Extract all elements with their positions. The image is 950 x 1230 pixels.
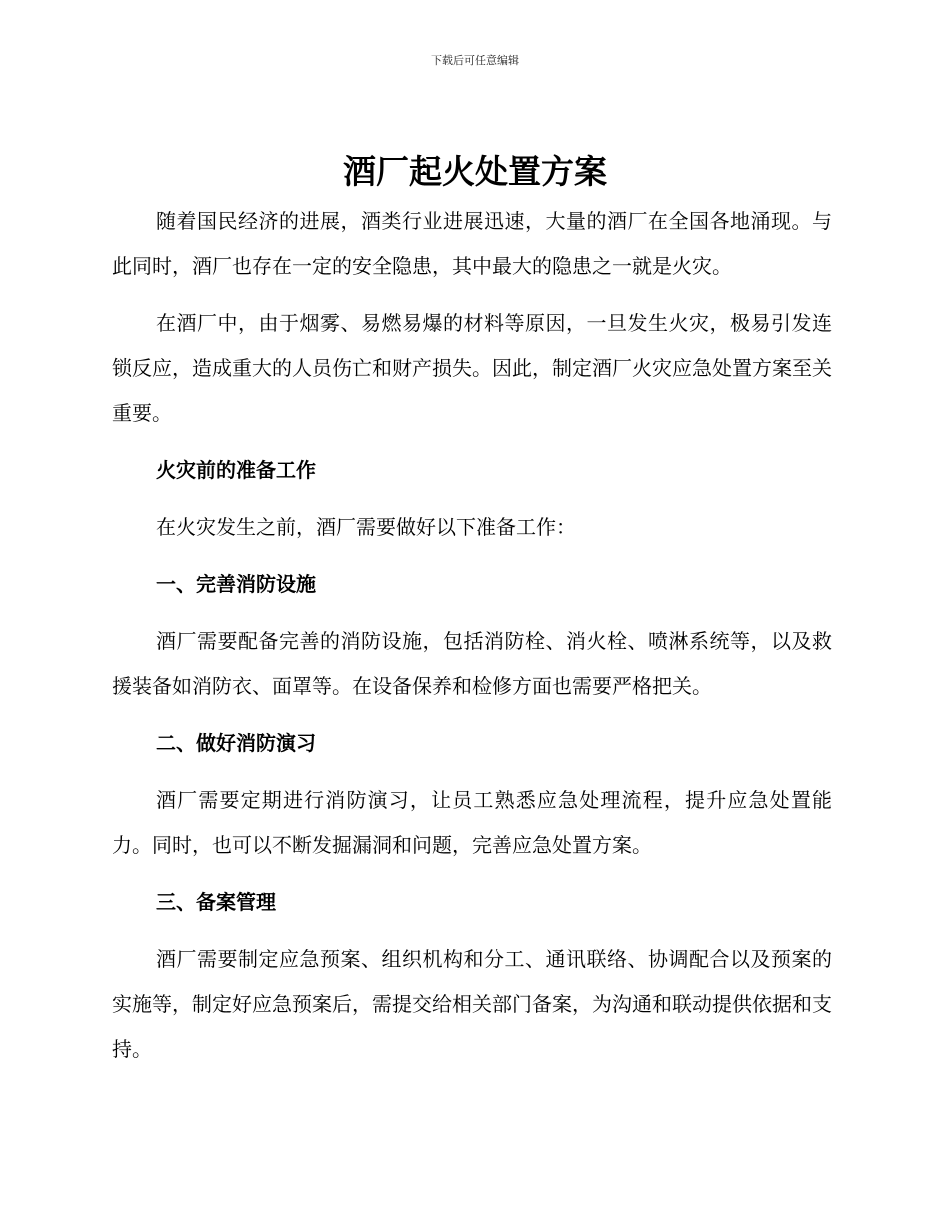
document-body [112, 199, 832, 1084]
section-2-body: 酒厂需要定期进行消防演习，让员工熟悉应急处理流程，提升应急处置能力。同时，也可以不断发掘漏洞和问题，完善应急处置方案。 [112, 788, 832, 857]
page-header-note: 下载后可任意编辑 [431, 54, 519, 67]
intro-paragraph-1: 随着国民经济的进展，酒类行业进展迅速，大量的酒厂在全国各地涌现。与此同时，酒厂也存在一定的安全隐患，其中最大的隐患之一就是火灾。 [112, 209, 832, 278]
section-1-body: 酒厂需要配备完善的消防设施，包括消防栓、消火栓、喷淋系统等，以及救援装备如消防衣、面罩等。在设备保养和检修方面也需要严格把关。 [112, 629, 832, 698]
preparation-heading: 火灾前的准备工作 [156, 458, 316, 482]
intro-paragraph-2: 在酒厂中，由于烟雾、易燃易爆的材料等原因，一旦发生火灾，极易引发连锁反应，造成重大的人员伤亡和财产损失。因此，制定酒厂火灾应急处置方案至关重要。 [112, 311, 832, 425]
document-title: 酒厂起火处置方案 [343, 152, 607, 191]
section-3-heading: 三、备案管理 [156, 890, 276, 914]
section-1-heading: 一、完善消防设施 [156, 572, 316, 596]
section-3-body: 酒厂需要制定应急预案、组织机构和分工、通讯联络、协调配合以及预案的实施等，制定好应急预案后，需提交给相关部门备案，为沟通和联动提供依据和支持。 [112, 947, 832, 1061]
section-2-heading: 二、做好消防演习 [156, 731, 316, 755]
preparation-intro: 在火灾发生之前，酒厂需要做好以下准备工作： [156, 515, 576, 539]
